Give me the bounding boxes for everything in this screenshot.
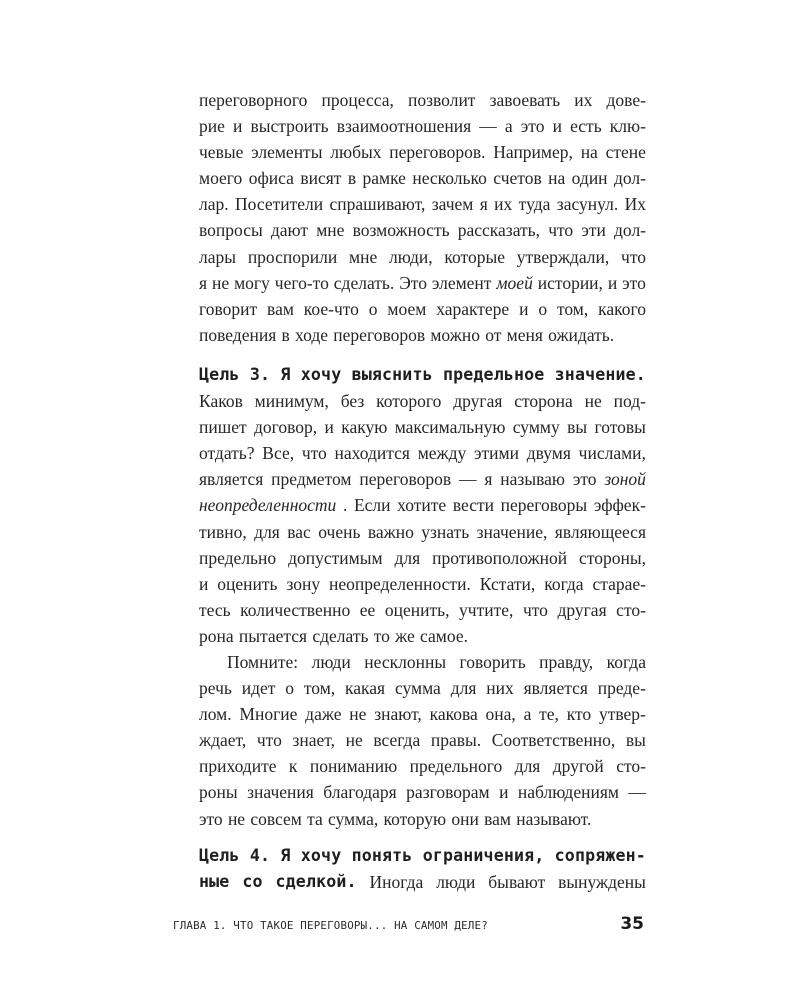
word: том, [556, 298, 589, 319]
word: ные [199, 872, 230, 892]
text-line [199, 165, 646, 191]
text-line [199, 519, 646, 545]
paragraph-goal-3 [199, 362, 646, 649]
word: преде- [597, 678, 646, 699]
word: сопряжен- [554, 846, 646, 865]
word: есть [570, 116, 602, 137]
word: и [324, 417, 334, 438]
word: люди [436, 872, 476, 893]
word: не [345, 730, 363, 751]
text-line [199, 675, 646, 701]
word: рона [199, 625, 234, 646]
word: что [548, 220, 574, 241]
word: тесь [199, 599, 231, 620]
word: и [233, 116, 243, 137]
text-line [199, 492, 646, 518]
word: совсем [250, 808, 302, 829]
word: ее [359, 599, 376, 620]
word: какова [429, 704, 478, 725]
word: что [256, 730, 282, 751]
word: могу [234, 272, 270, 293]
word: — [459, 469, 477, 490]
word: являющееся [554, 521, 646, 542]
word: утверждали, [516, 246, 610, 267]
word: вы [567, 417, 588, 438]
word: сумму [512, 417, 560, 438]
word: — [479, 116, 497, 137]
text-line [199, 753, 646, 779]
word: пытается [238, 625, 308, 646]
word: является [199, 469, 264, 490]
word: проспорили [247, 246, 338, 267]
word: Помните: [227, 652, 299, 672]
word: которого [376, 391, 442, 412]
word: оценить [217, 573, 278, 594]
word: договор, [253, 417, 318, 438]
word: люди [311, 652, 351, 672]
word: Цель [199, 846, 240, 865]
word: Соответственно, [491, 730, 616, 751]
word: та [307, 808, 323, 829]
word: предметом [271, 469, 352, 490]
word: офиса [248, 168, 294, 189]
word: значения [247, 782, 314, 803]
word: том, [303, 678, 336, 699]
text-line [199, 727, 646, 753]
word: Посетители [235, 194, 324, 215]
word: другой [552, 756, 604, 777]
word: поведения [199, 324, 277, 345]
word: дол- [613, 168, 646, 189]
word: не [349, 704, 367, 725]
word: сделать [312, 625, 369, 646]
word: называю [500, 469, 565, 490]
word: моей [496, 272, 533, 293]
word: чевые [199, 142, 244, 163]
word: кое-что [303, 298, 359, 319]
word: Это [399, 272, 427, 293]
word: а [504, 116, 513, 137]
word: зачем [431, 194, 474, 215]
word: и [199, 573, 209, 594]
word: Я [280, 846, 291, 865]
word: говорит [199, 298, 258, 319]
word: правду, [539, 652, 594, 672]
word: Цель [199, 365, 240, 384]
word: что [621, 246, 646, 267]
text-line [199, 597, 646, 623]
word: несклонны [364, 652, 447, 672]
word: для [514, 756, 541, 777]
word: предельное [443, 365, 545, 384]
word: этими [474, 443, 519, 464]
word: моего [199, 168, 243, 189]
word: счетов [493, 168, 542, 189]
word: клю- [609, 116, 646, 137]
paragraph-3 [199, 649, 646, 832]
word: когда [544, 573, 584, 594]
word: эти [581, 220, 606, 241]
word: дове- [606, 90, 646, 110]
word: минимум, [254, 391, 329, 412]
word: мне [316, 220, 345, 241]
word: вы [625, 730, 646, 751]
word: что [301, 443, 327, 464]
word: а [523, 704, 532, 725]
word: их [494, 194, 513, 215]
word: которую [383, 808, 447, 829]
word: кто [566, 704, 592, 725]
word: наблюдениям [517, 782, 619, 803]
word: вам [484, 808, 511, 829]
word: ожидать. [548, 324, 615, 345]
word: дают [270, 220, 309, 241]
word: переговоров [359, 469, 452, 490]
word: они [451, 808, 479, 829]
word: к [288, 756, 298, 777]
word: предельно [199, 547, 277, 568]
word: лары [199, 246, 237, 267]
word: сумма [394, 678, 441, 699]
word: несколько [412, 168, 487, 189]
word: стороны, [579, 547, 646, 568]
word: о [538, 298, 548, 319]
word: выстроить [250, 116, 329, 137]
word: один [571, 168, 608, 189]
word: Кстати, [479, 573, 536, 594]
word: люди, [389, 246, 433, 267]
text-line [199, 545, 646, 571]
word: утвер- [598, 704, 646, 725]
word: ограничения, [422, 846, 545, 865]
word: не [212, 272, 230, 293]
text-line [199, 362, 646, 388]
word: взаимоотношения [336, 116, 472, 137]
word: она, [485, 704, 516, 725]
word: тивно, [199, 521, 247, 542]
word: истории, [537, 272, 603, 293]
text-line [199, 191, 646, 217]
word: числами, [578, 443, 646, 464]
word: 4. [249, 846, 271, 865]
word: элементы [251, 142, 323, 163]
word: неопределенности [199, 495, 337, 516]
word: Многие [239, 704, 298, 725]
word: и [499, 782, 509, 803]
word: на [580, 142, 598, 163]
word: знают, [374, 704, 422, 725]
word: старае- [592, 573, 646, 594]
word: даже [305, 704, 342, 725]
word: рассказать, [457, 220, 541, 241]
word: разговорам [406, 782, 490, 803]
word: является [523, 678, 588, 699]
word: эффек- [593, 495, 646, 516]
word: идет [241, 678, 276, 699]
word: какую [341, 417, 388, 438]
word: же [395, 625, 415, 646]
text-line [199, 87, 646, 113]
word: сто- [616, 599, 646, 620]
word: хочу [300, 846, 342, 865]
word: те, [539, 704, 559, 725]
word: значение, [476, 521, 548, 542]
text-line [199, 270, 646, 296]
text-line [199, 571, 646, 597]
word: неопределенности. [329, 573, 471, 594]
word: стене [605, 142, 646, 163]
word: . [342, 495, 348, 516]
word: количественно [240, 599, 351, 620]
word: другая [557, 599, 607, 620]
text-line [199, 869, 646, 895]
word: оценить, [384, 599, 450, 620]
text-line [199, 623, 646, 649]
word: зону [286, 573, 321, 594]
word: элемент [431, 272, 492, 293]
text-line [199, 113, 646, 139]
word: переговоры [500, 495, 588, 516]
text-line [199, 806, 646, 832]
text-line [199, 322, 646, 348]
text-line [199, 440, 646, 466]
word: вам [267, 298, 294, 319]
word: пониманию [309, 756, 398, 777]
text-line [199, 649, 646, 675]
word: них [486, 678, 514, 699]
word: висят [300, 168, 342, 189]
word: самое. [420, 625, 468, 646]
word: бывают [488, 872, 546, 893]
word: рамке [362, 168, 406, 189]
word: и [519, 298, 529, 319]
word: о [368, 298, 378, 319]
word: не [227, 808, 246, 829]
word: хочу [300, 365, 342, 384]
word: готовы [594, 417, 646, 438]
word: без [340, 391, 365, 412]
word: переговоров [333, 324, 426, 345]
word: возможность [352, 220, 450, 241]
word: со [242, 872, 263, 892]
word: о [285, 678, 295, 699]
word: сделать. [333, 272, 395, 293]
word: для [450, 678, 477, 699]
word: знает, [292, 730, 335, 751]
word: это [199, 808, 223, 829]
word: для [254, 521, 280, 542]
word: находится [334, 443, 410, 464]
word: это [572, 469, 597, 490]
word: лом. [199, 704, 232, 725]
word: дол- [614, 220, 646, 241]
word: любых [330, 142, 382, 163]
word: называют. [516, 808, 592, 829]
word: и [607, 272, 618, 293]
word: сто- [616, 756, 646, 777]
word: какая [345, 678, 386, 699]
word: меня [506, 324, 543, 345]
page-number: 35 [620, 914, 644, 934]
word: сумма, [327, 808, 379, 829]
word: это [520, 116, 545, 137]
word: благодаря [323, 782, 397, 803]
word: и [552, 116, 562, 137]
paragraph-goal-4 [199, 843, 646, 895]
word: предельного [409, 756, 503, 777]
word: пишет [199, 417, 247, 438]
word: — [628, 782, 646, 803]
word: выяснить [351, 365, 433, 384]
word: допустимым [288, 547, 383, 568]
word: речь [199, 678, 232, 699]
word: моем [387, 298, 427, 319]
word: засунул. [556, 194, 619, 215]
word: не [584, 391, 602, 412]
word: вынуждены [558, 872, 646, 893]
word: Если [353, 495, 391, 516]
word: туда [518, 194, 551, 215]
word: я [484, 469, 493, 490]
word: вести [452, 495, 494, 516]
text-line [199, 466, 646, 492]
word: Я [280, 365, 291, 384]
word: вас [287, 521, 311, 542]
word: Каков [199, 391, 243, 412]
text-line [199, 843, 646, 869]
word: понять [351, 846, 413, 865]
word: какого [598, 298, 646, 319]
text-line [199, 701, 646, 727]
word: роны [199, 782, 238, 803]
word: ходе [295, 324, 329, 345]
word: Иногда [369, 872, 424, 893]
text-line [199, 779, 646, 805]
word: под- [613, 391, 646, 412]
word: процесса, [321, 90, 394, 110]
word: я [199, 272, 208, 293]
word: в [347, 168, 357, 189]
word: другая [453, 391, 503, 412]
text-line [199, 388, 646, 414]
word: чего-то [274, 272, 329, 293]
word: хотите [397, 495, 447, 516]
word: то [373, 625, 390, 646]
word: это [622, 272, 646, 293]
word: завоевать [489, 90, 561, 110]
word: ждает, [199, 730, 247, 751]
word: говорить [459, 652, 526, 672]
word: противоположной [432, 547, 568, 568]
text-line [199, 244, 646, 270]
word: которые [444, 246, 505, 267]
word: очень [318, 521, 361, 542]
word: максимальную [394, 417, 506, 438]
running-footer-chapter: ГЛАВА 1. ЧТО ТАКОЕ ПЕРЕГОВОРЫ... НА САМОМ ДЕЛЕ? [173, 919, 488, 932]
word: важно [367, 521, 414, 542]
word: сторона [514, 391, 573, 412]
text-line [199, 414, 646, 440]
word: переговоров. [389, 142, 486, 163]
word: отдать? [199, 443, 255, 464]
text-line [199, 139, 646, 165]
word: на [548, 168, 566, 189]
word: зоной [604, 469, 646, 490]
word: Их [624, 194, 646, 215]
word: Все, [262, 443, 295, 464]
word: я [479, 194, 488, 215]
paragraph-1 [199, 87, 646, 348]
word: переговорного [199, 90, 308, 110]
word: от [485, 324, 502, 345]
word: значение. [554, 365, 646, 384]
word: для [394, 547, 421, 568]
word: узнать [421, 521, 470, 542]
word: характере [436, 298, 510, 319]
word: всегда [373, 730, 421, 751]
word: позволит [408, 90, 476, 110]
word: 3. [249, 365, 271, 384]
word: двумя [526, 443, 571, 464]
word: между [417, 443, 467, 464]
word: сделкой. [275, 872, 357, 892]
word: в [281, 324, 290, 345]
text-line [199, 217, 646, 243]
word: вопросы [199, 220, 263, 241]
word: лар. [199, 194, 229, 215]
word: спрашивают, [329, 194, 426, 215]
word: мне [349, 246, 378, 267]
text-line [199, 296, 646, 322]
word: учтите, [459, 599, 514, 620]
word: рие [199, 116, 225, 137]
word: Например, [493, 142, 573, 163]
word: можно [430, 324, 480, 345]
word: их [574, 90, 593, 110]
word: приходите [199, 756, 277, 777]
word: что [522, 599, 548, 620]
word: правы. [430, 730, 482, 751]
word: когда [606, 652, 646, 672]
